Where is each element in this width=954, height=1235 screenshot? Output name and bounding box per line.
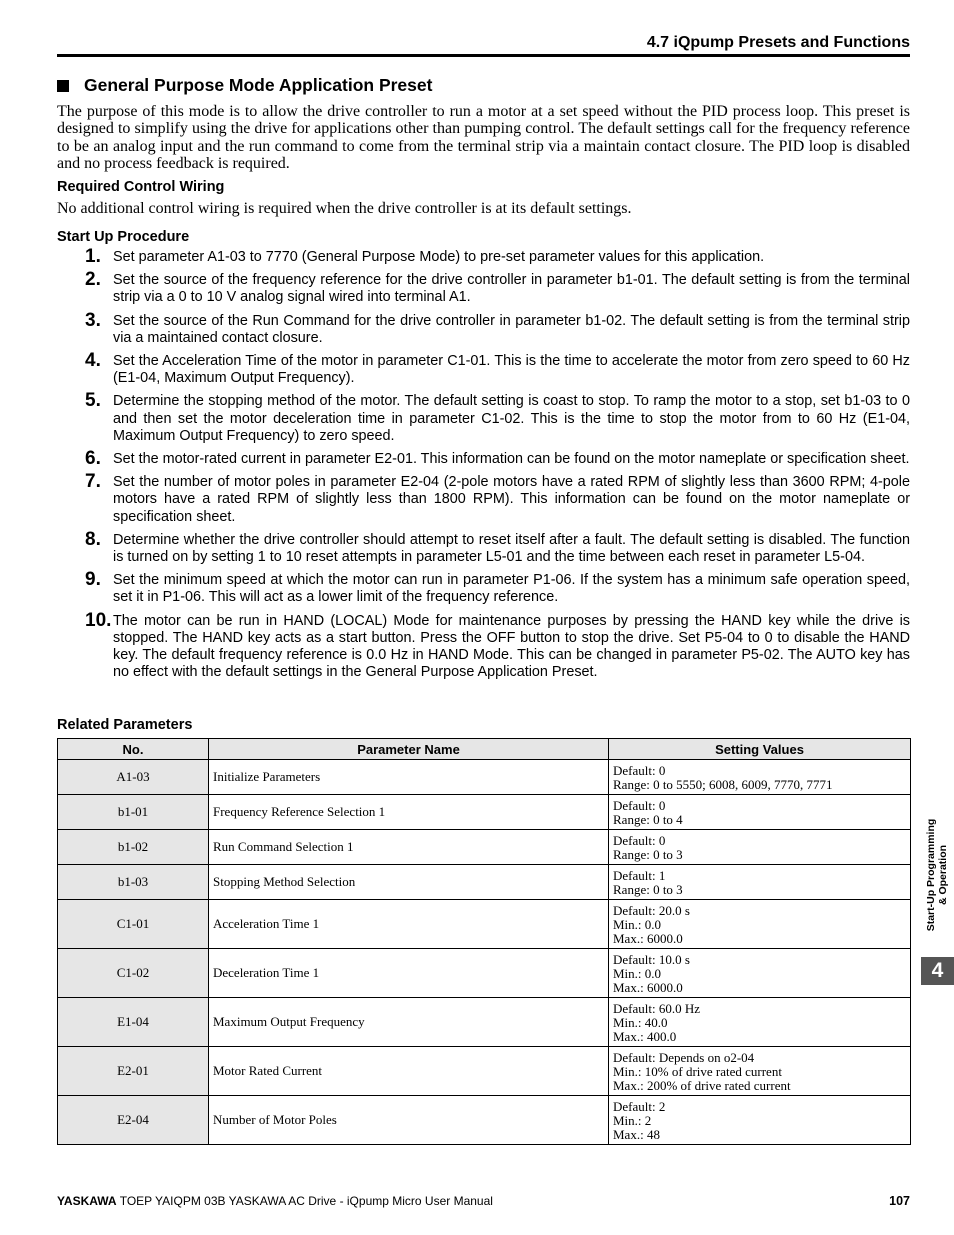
step-text: Set the number of motor poles in parameter E2-04 (2-pole motors have a rated RPM of slightly less than 3600 RPM; 4-pole motors have a rated RPM of slightly less than 1800 RPM). This information can be found on the motor nameplate or specification sheet.: [113, 474, 910, 525]
param-values: [609, 795, 911, 830]
value-line: Default: Depends on o2-04: [613, 1049, 755, 1065]
param-values: [609, 1047, 911, 1096]
param-name: Run Command Selection 1: [209, 830, 609, 865]
value-line: Default: 20.0 s: [613, 902, 690, 918]
side-label-line: Start-Up Programming: [925, 818, 937, 932]
param-no: E2-01: [58, 1047, 209, 1096]
value-line: Range: 0 to 5550; 6008, 6009, 7770, 7771: [613, 776, 833, 792]
param-no: b1-01: [58, 795, 209, 830]
startup-heading: Start Up Procedure: [57, 229, 190, 245]
step-item: [57, 530, 910, 566]
table-row: [58, 1047, 911, 1096]
param-name: Motor Rated Current: [209, 1047, 609, 1096]
value-line: Min.: 10% of drive rated current: [613, 1063, 782, 1079]
page-number: 107: [889, 1194, 910, 1208]
column-header-no: No.: [58, 739, 209, 760]
value-line: Range: 0 to 3: [613, 881, 683, 897]
chapter-side-label: [920, 800, 954, 950]
step-text: Set the Acceleration Time of the motor in parameter C1-01. This is the time to accelerate the motor from zero speed to 60 Hz (E1-04, Maximum Output Frequency).: [113, 353, 910, 387]
step-text: Determine whether the drive controller should attempt to reset itself after a fault. The default setting is disabled. The function is turned on by setting 1 to 10 reset attempts in parameter L5-01 and the time between each reset in parameter L5-04.: [113, 531, 910, 566]
table-header-row: [58, 739, 911, 760]
footer-doc: [57, 1194, 493, 1208]
value-line: Default: 0: [613, 797, 666, 813]
value-line: Max.: 48: [613, 1126, 660, 1142]
step-number: 3.: [85, 309, 101, 331]
param-no: b1-02: [58, 830, 209, 865]
value-line: Min.: 40.0: [613, 1014, 668, 1030]
param-name: Acceleration Time 1: [209, 900, 609, 949]
param-no: C1-01: [58, 900, 209, 949]
param-name: Maximum Output Frequency: [209, 998, 609, 1047]
value-line: Default: 1: [613, 867, 666, 883]
wiring-text: No additional control wiring is required when the drive controller is at its default settings.: [57, 200, 632, 217]
param-name: Initialize Parameters: [209, 760, 609, 795]
step-text: Set the motor-rated current in parameter E2-01. This information can be found on the motor nameplate or specification sheet.: [113, 451, 910, 468]
step-number: 10.: [85, 609, 112, 631]
step-number: 5.: [85, 390, 101, 412]
section-title-text: General Purpose Mode Application Preset: [84, 75, 433, 95]
param-values: [609, 760, 911, 795]
table-row: [58, 760, 911, 795]
value-line: Min.: 0.0: [613, 965, 662, 981]
column-header-name: Parameter Name: [209, 739, 609, 760]
param-name: Stopping Method Selection: [209, 865, 609, 900]
value-line: Min.: 0.0: [613, 916, 662, 932]
step-text: Set the minimum speed at which the motor can run in parameter P1-06. If the system has a minimum safe operation speed, set it in P1-06. This will act as a lower limit of the frequency reference.: [113, 572, 910, 606]
header-rule: [57, 54, 910, 57]
step-number: 9.: [85, 569, 101, 591]
step-number: 1.: [85, 246, 101, 267]
table-row: [58, 1096, 911, 1145]
step-item: [57, 570, 910, 606]
param-values: [609, 900, 911, 949]
param-no: C1-02: [58, 949, 209, 998]
param-no: E2-04: [58, 1096, 209, 1145]
step-text: The motor can be run in HAND (LOCAL) Mode for maintenance purposes by pressing the HAND key while the drive is stopped. The HAND key acts as a start button. Press the OFF button to stop the drive. Set P5-04 to 0 to disable the HAND key. The default frequency reference is 0.0 Hz in HAND Mode. This can be changed in parameter P5-02. The AUTO key has no effect with the default settings in the General Purpose Application Preset.: [113, 612, 910, 681]
param-values: [609, 949, 911, 998]
step-item: [57, 311, 910, 347]
value-line: Default: 10.0 s: [613, 951, 690, 967]
step-text: Set parameter A1-03 to 7770 (General Purpose Mode) to pre-set parameter values for this application.: [113, 249, 765, 265]
step-item: [57, 611, 910, 682]
footer-doc-title: TOEP YAIQPM 03B YASKAWA AC Drive - iQpump Micro User Manual: [119, 1194, 493, 1208]
chapter-tab: 4: [921, 957, 954, 985]
startup-steps: [57, 247, 910, 685]
value-line: Range: 0 to 4: [613, 811, 683, 827]
value-line: Max.: 6000.0: [613, 930, 683, 946]
table-row: [58, 865, 911, 900]
value-line: Default: 2: [613, 1098, 666, 1114]
step-number: 6.: [85, 448, 101, 470]
step-text: Set the source of the frequency reference for the drive controller in parameter b1-01. The default setting is from the terminal strip via a 0 to 10 V analog signal wired into terminal A1.: [113, 272, 910, 306]
step-item: [57, 270, 910, 306]
param-name: Number of Motor Poles: [209, 1096, 609, 1145]
param-values: [609, 998, 911, 1047]
step-item: [57, 351, 910, 387]
param-values: [609, 830, 911, 865]
value-line: Max.: 200% of drive rated current: [613, 1077, 791, 1093]
value-line: Max.: 400.0: [613, 1028, 677, 1044]
table-row: [58, 830, 911, 865]
param-name: Deceleration Time 1: [209, 949, 609, 998]
square-bullet-icon: [57, 80, 69, 92]
param-no: E1-04: [58, 998, 209, 1047]
step-number: 4.: [85, 350, 101, 372]
step-item: [57, 472, 910, 526]
related-heading: Related Parameters: [57, 717, 193, 733]
value-line: Default: 60.0 Hz: [613, 1000, 701, 1016]
side-label-line: & Operation: [937, 844, 949, 906]
step-item: [57, 247, 910, 266]
chapter-side-label-text: [925, 819, 949, 932]
intro-paragraph: The purpose of this mode is to allow the drive controller to run a motor at a set speed without the PID process loop. This preset is designed to simplify using the drive for applications other than pumping control. The default settings call for the frequency reference to be an analog input and the run command to come from the terminal strip via a maintain contact closure. The PID loop is disabled and no process feedback is required.: [57, 103, 910, 173]
step-text: Set the source of the Run Command for the drive controller in parameter b1-02. The default setting is from the terminal strip via a maintained contact closure.: [113, 312, 910, 346]
running-header: 4.7 iQpump Presets and Functions: [646, 34, 910, 51]
step-text: Determine the stopping method of the motor. The default setting is coast to stop. To ramp the motor to a stop, set b1-03 to 0 and then set the motor deceleration time in parameter C1-02. This is the time to stop the motor from to 60 Hz (E1-04, Maximum Output Frequency) to zero speed.: [113, 393, 910, 444]
step-number: 2.: [85, 269, 101, 291]
step-number: 7.: [85, 471, 101, 493]
related-parameters-table: [57, 738, 911, 1145]
step-number: 8.: [85, 528, 101, 550]
value-line: Range: 0 to 3: [613, 846, 683, 862]
param-no: A1-03: [58, 760, 209, 795]
param-values: [609, 1096, 911, 1145]
table-row: [58, 900, 911, 949]
section-title: [57, 75, 432, 96]
param-values: [609, 865, 911, 900]
step-item: [57, 391, 910, 445]
step-item: [57, 449, 910, 468]
table-row: [58, 795, 911, 830]
wiring-heading: Required Control Wiring: [57, 179, 225, 195]
column-header-values: Setting Values: [609, 739, 911, 760]
value-line: Default: 0: [613, 762, 666, 778]
value-line: Default: 0: [613, 832, 666, 848]
value-line: Max.: 6000.0: [613, 979, 683, 995]
value-line: Min.: 2: [613, 1112, 652, 1128]
table-row: [58, 998, 911, 1047]
table-row: [58, 949, 911, 998]
footer-brand: YASKAWA: [57, 1194, 117, 1208]
param-name: Frequency Reference Selection 1: [209, 795, 609, 830]
param-no: b1-03: [58, 865, 209, 900]
